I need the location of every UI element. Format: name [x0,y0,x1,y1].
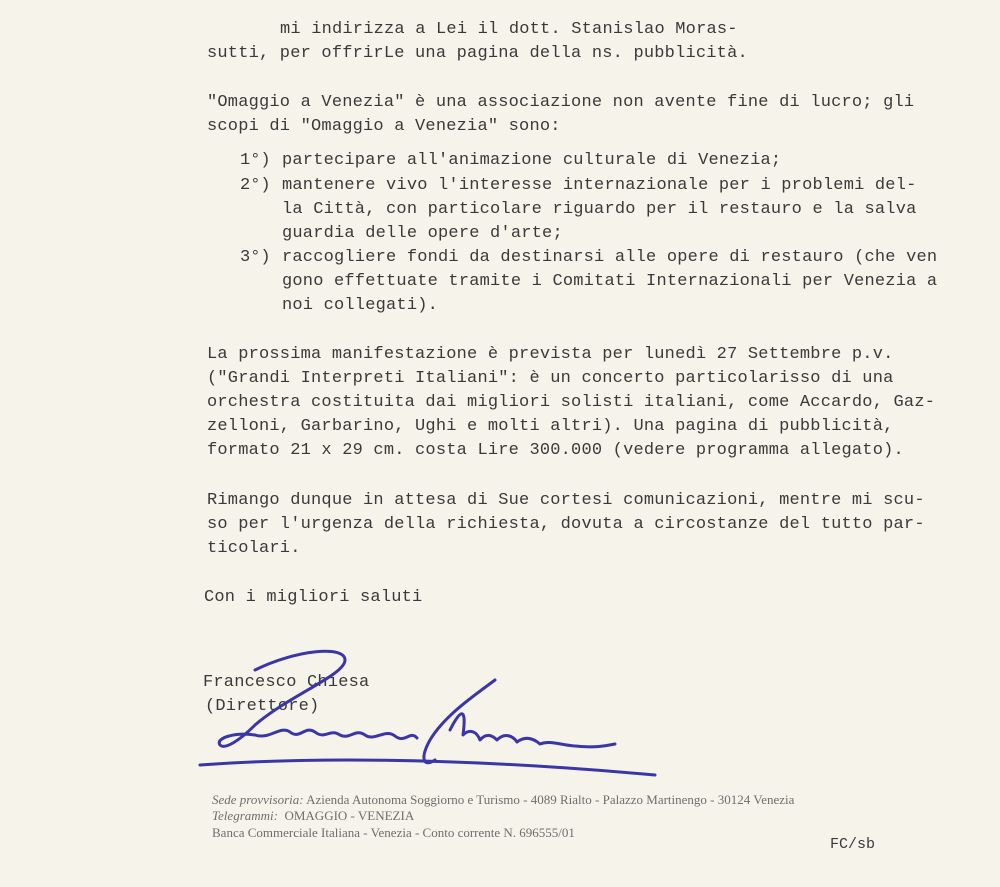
goal-number-3: 3°) [240,248,271,267]
closing-line-1: Rimango dunque in attesa di Sue cortesi comunicazioni, mentre mi scu- [207,491,925,510]
goal-3-line-3: noi collegati). [282,296,439,315]
footer-telegram-label: Telegrammi: [212,808,278,823]
event-line-1: La prossima manifestazione è prevista per lunedì 27 Settembre p.v. [207,345,894,364]
goal-1-line-1: partecipare all'animazione culturale di Venezia; [282,151,782,170]
signer-title: (Direttore) [205,697,320,716]
goal-number-2: 2°) [240,176,271,195]
footer-bank: Banca Commerciale Italiana - Venezia - Conto corrente N. 696555/01 [212,825,575,840]
salutation: Con i migliori saluti [204,588,423,607]
intro-line-2: sutti, per offrirLe una pagina della ns. pubblicità. [207,44,748,63]
goal-3-line-2: gono effettuate tramite i Comitati Internazionali per Venezia a [282,272,938,291]
footer-telegram-text: OMAGGIO - VENEZIA [284,808,415,823]
event-line-3: orchestra costituita dai migliori solisti italiani, come Accardo, Gaz- [207,393,936,412]
event-line-2: ("Grandi Interpreti Italiani": è un concerto particolarisso di una [207,369,894,388]
goal-2-line-1: mantenere vivo l'interesse internazionale per i problemi del- [282,176,917,195]
goal-number-1: 1°) [240,151,271,170]
association-line-2: scopi di "Omaggio a Venezia" sono: [207,117,561,136]
signer-name: Francesco Chiesa [203,673,370,692]
closing-line-3: ticolari. [207,539,301,558]
footer-seat-label: Sede provvisoria: [212,792,304,807]
footer-seat [212,792,794,808]
event-line-4: zelloni, Garbarino, Ughi e molti altri). Una pagina di pubblicità, [207,417,894,436]
footer-telegram [212,808,414,824]
intro-line-1: mi indirizza a Lei il dott. Stanislao Moras- [280,20,738,39]
goal-2-line-2: la Città, con particolare riguardo per il restauro e la salva [282,200,917,219]
reference-initials: FC/sb [830,836,876,853]
footer-seat-text: Azienda Autonoma Soggiorno e Turismo - 4089 Rialto - Palazzo Martinengo - 30124 Venezia [306,792,795,807]
association-line-1: "Omaggio a Venezia" è una associazione non avente fine di lucro; gli [207,93,915,112]
closing-line-2: so per l'urgenza della richiesta, dovuta a circostanze del tutto par- [207,515,925,534]
handwritten-signature [195,640,695,790]
event-line-5: formato 21 x 29 cm. costa Lire 300.000 (vedere programma allegato). [207,441,904,460]
goal-3-line-1: raccogliere fondi da destinarsi alle opere di restauro (che ven [282,248,938,267]
goal-2-line-3: guardia delle opere d'arte; [282,224,563,243]
